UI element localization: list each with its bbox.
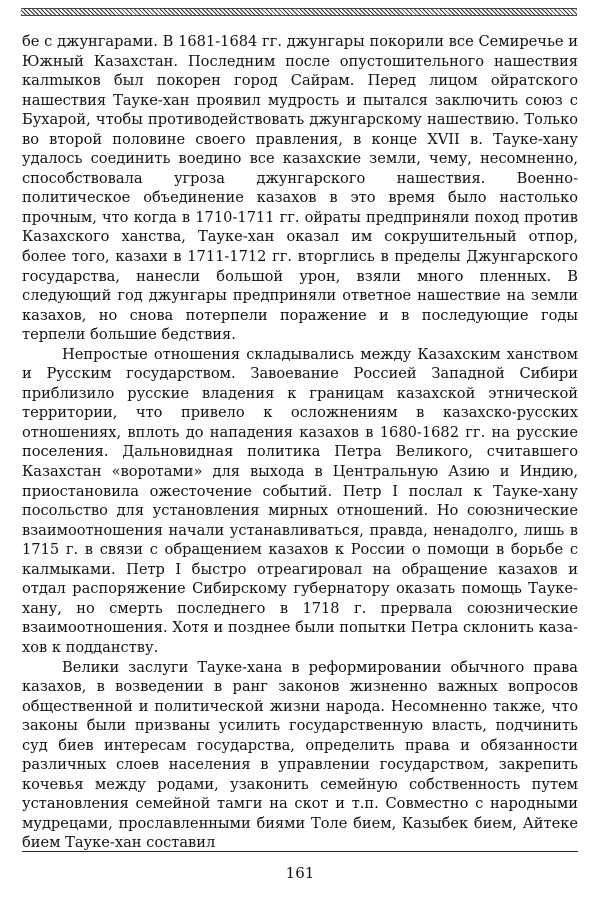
body-text — [22, 32, 578, 853]
decorative-top-border — [21, 8, 577, 16]
footer-rule — [22, 851, 578, 852]
paragraph-1: бе с джунгарами. В 1681-1684 гг. джунгары покорили все Семиречье и Южный Казахстан. Последним после опустошительного нашествия калmыков был покорен город Сайрам. Перед лицом ойратского нашествия Тауке-хан проявил мудрость и пытался заключить союз с Бухарой, чтобы противодействовать джунгарскому нашествию. Только во второй половине своего правления, в конце XVII в. Тауке-хану удалось соединить воедино все казахские земли, чему, несомненно, способствовала угроза джунгарского нашествия. Военно-политическое объединение казахов в это время было настолько прочным, что когда в 1710-1711 гг. ойраты предприняли поход против Казахского ханства, Тауке-хан оказал им сокрушительный отпор, более того, казахи в 1711-1712 гг. вторглись в пределы Джунгарского государства, нанесли большой урон, взяли много пленных. В следующий год джунгары предприняли ответное нашествие на земли казахов, но снова потерпели поражение и в последующие годы терпели большие бедствия. — [22, 33, 578, 344]
paragraph-2: Непростые отношения складывались между Казахским ханством и Русским государством. Завоевание Россией Западной Сибири приблизило русские владения к границам казахской этнической территории, что привело к осложнениям в казахско-русских отношениях, вплоть до нападения казахов в 1680-1682 гг. на русские поселения. Дальновидная политика Петра Великого, считавшего Казахстан «воротами» для выхода в Центральную Азию и Индию, приостановила ожесточение событий. Петр I послал к Тауке-хану посольство для установления мирных отношений. Но союзнические взаимоотношения начали устанавливаться, правда, ненадолго, лишь в 1715 г. в связи с обращением казахов к России о помощи в борьбе с калмыками. Петр I быстро отреагировал на обращение казахов и отдал распоряжение Сибирскому губернатору оказать помощь Тауке-хану, но смерть последнего в 1718 г. прервала союзнические взаимоотношения. Хотя и позднее были попытки Петра склонить казахов к подданству. — [22, 345, 578, 656]
page-number: 161 — [285, 864, 315, 882]
paragraph-3: Велики заслуги Тауке-хана в реформировании обычного права казахов, в возведении в ранг законов жизненно важных вопросов общественной и политической жизни народа. Несомненно также, что законы были призваны усилить государственную власть, подчинить суд биев интересам государства, определить права и обязанности различных слоев населения в управлении государством, закрепить кочевья между родами, узаконить семейную собственность путем установления семейной тамги на скот и т.п. Совместно с народными мудрецами, прославленными биями Толе бием, Казыбек бием, Айтеке бием Тауке-хан составил — [22, 658, 578, 852]
